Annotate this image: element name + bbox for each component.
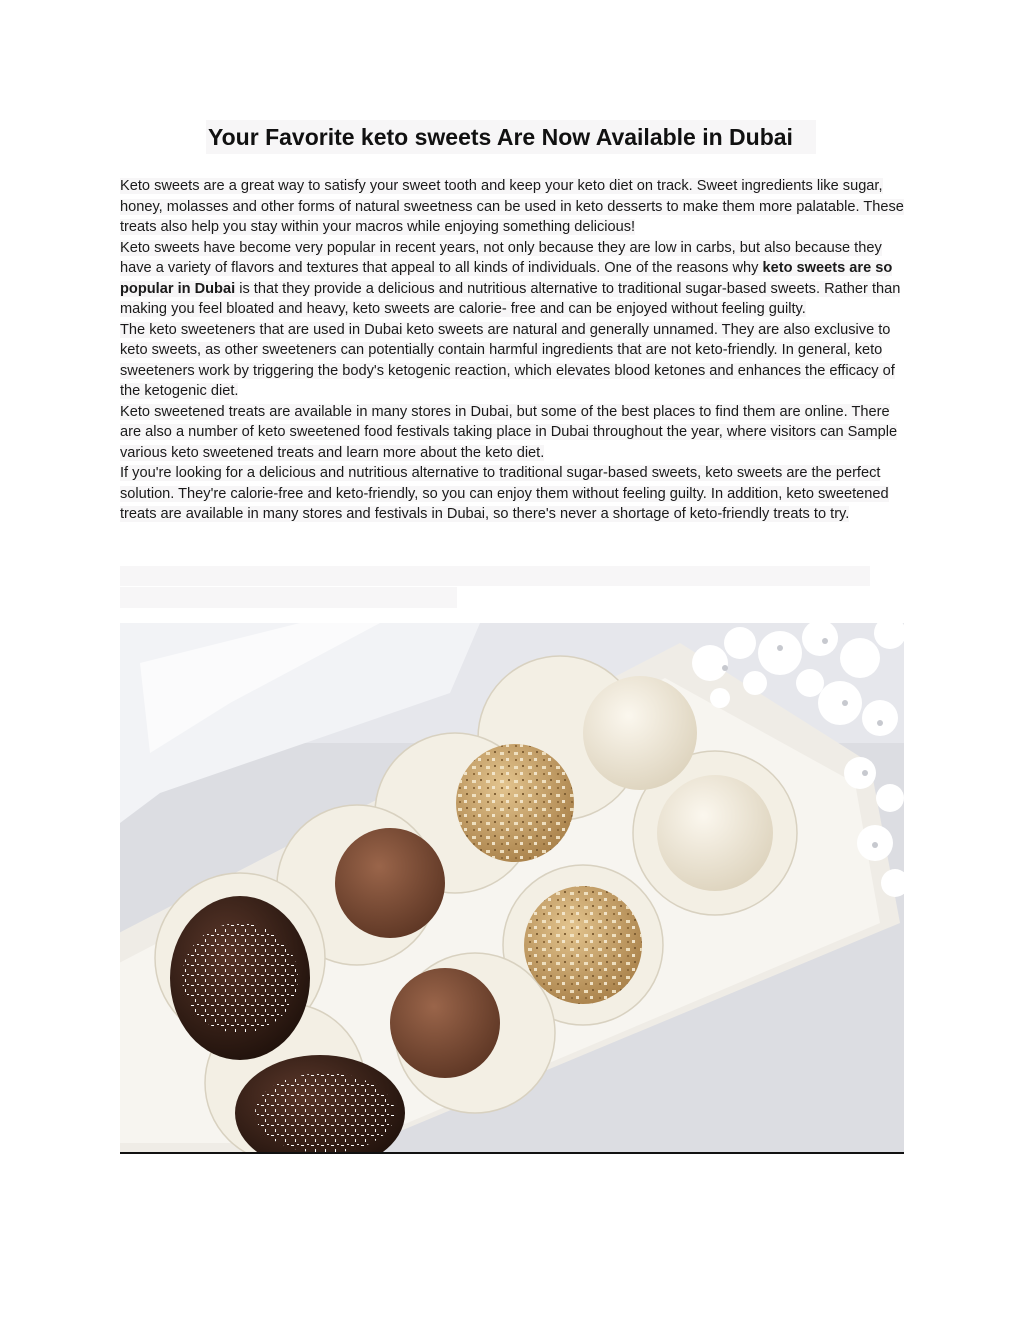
image-bottom-rule [120,1152,904,1154]
paragraph-3 [120,320,910,402]
paragraph-2-text-start: Keto sweets have become very popular in recent years, not only because they are low in carbs, but also because they have a variety of flavors and textures that appeal to all kinds of individuals. One of the reasons why [120,239,882,276]
paragraph-4 [120,402,910,464]
paragraph-2-text-end: is that they provide a delicious and nutritious alternative to traditional sugar-based sweets. Rather than making you feel bloated and heavy, keto sweets are calorie- free and can be enjoyed without feeling guilty. [120,280,901,317]
paragraph-4-text: Keto sweetened treats are available in many stores in Dubai, but some of the best places to find them are online. There are also a number of keto sweetened food festivals taking place in Dubai throughout the year, where visitors can Sample various keto sweetened treats and learn more about the keto diet. [120,403,898,461]
empty-shaded-line [120,587,457,608]
article-body [120,176,910,525]
keto-sweets-photo-icon [120,623,904,1152]
paragraph-5 [120,463,910,525]
paragraph-2-bold-phrase: keto sweets are so popular in Dubai [120,260,893,297]
empty-shaded-line [120,566,870,586]
paragraph-3-text: The keto sweeteners that are used in Dubai keto sweets are natural and generally unnamed. They are also exclusive to keto sweets, as other sweeteners can potentially contain harmful ingredients that are not keto-friendly. In general, keto sweeteners work by triggering the body's ketogenic reaction, which elevates blood ketones and enhances the efficacy of the ketogenic diet. [120,321,895,399]
paragraph-2 [120,238,910,320]
page-title: Your Favorite keto sweets Are Now Available in Dubai [206,120,816,154]
paragraph-5-text: If you're looking for a delicious and nutritious alternative to traditional sugar-based sweets, keto sweets are the perfect solution. They're calorie-free and keto-friendly, so you can enjoy them without feeling guilty. In addition, keto sweetened treats are available in many stores and festivals in Dubai, so there's never a shortage of keto-friendly treats to try. [120,465,889,522]
paragraph-1 [120,176,910,238]
paragraph-1-text: Keto sweets are a great way to satisfy your sweet tooth and keep your keto diet on track. Sweet ingredients like sugar, honey, molasses and other forms of natural sweetness can be used in keto desserts to make them more palatable. These treats also help you stay within your macros while enjoying something delicious! [120,178,904,235]
